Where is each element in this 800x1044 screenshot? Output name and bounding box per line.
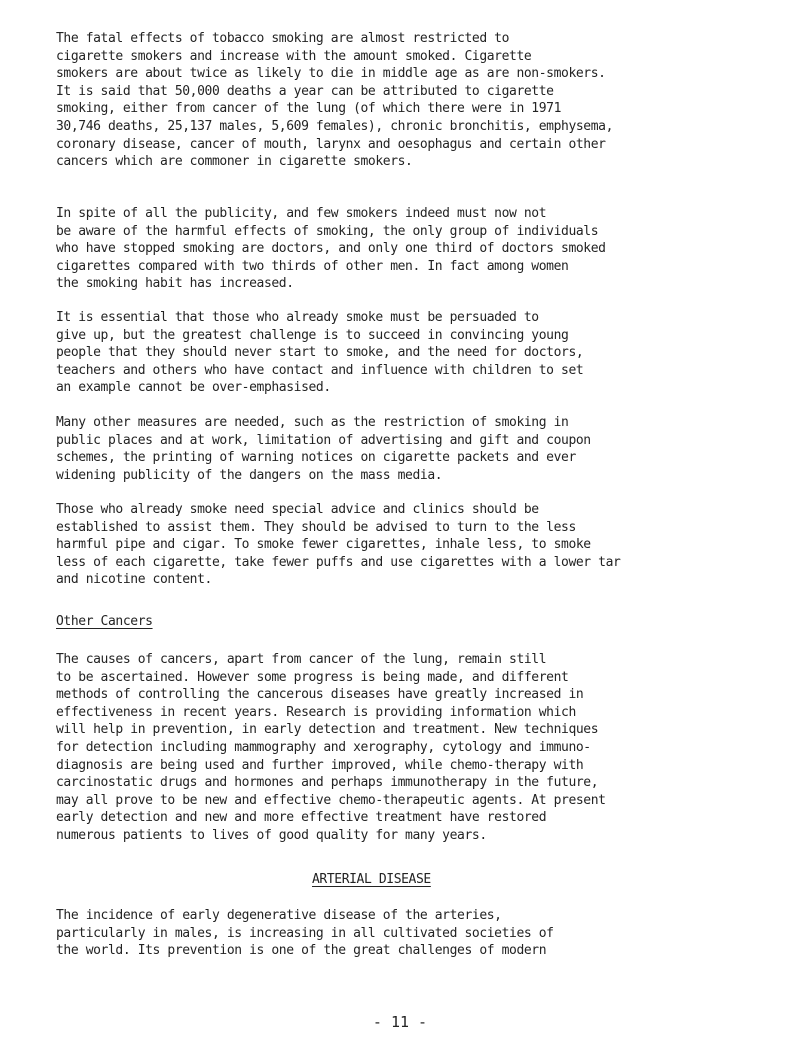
paragraph-advice: Those who already smoke need special advice and clinics should be established to assist them. They should be advised to turn to the less harmful pipe and cigar. To smoke fewer cigarettes, inhale less, to smoke less of each cigarette, take fewer puffs and use cigarettes with a lower tar and nicotine content.	[56, 502, 621, 588]
paragraph-publicity: In spite of all the publicity, and few smokers indeed must now not be aware of the harmful effects of smoking, the only group of individuals who have stopped smoking are doctors, and only one third of doctors smoked cigarettes compared with two thirds of other men. In fact among women the smoking habit has increased.	[56, 206, 606, 292]
paragraph-other-cancers: The causes of cancers, apart from cancer of the lung, remain still to be ascertained. However some progress is being made, and different methods of controlling the cancerous diseases have greatly increased in effectiveness in recent years. Research is providing information which will help in prevention, in early detection and treatment. New techniques for detection including mammography and xerography, cytology and immuno- diagnosis are being used and further improved, while chemo-therapy with carcinostatic drugs and hormones and perhaps immunotherapy in the future, may all prove to be new and effective chemo-therapeutic agents. At present early detection and new and more effective treatment have restored numerous patients to lives of good quality for many years.	[56, 652, 606, 843]
page-number: - 11 -	[372, 1013, 428, 1031]
paragraph-measures: Many other measures are needed, such as the restriction of smoking in public places and at work, limitation of advertising and gift and coupon schemes, the printing of warning notices on cigarette packets and ever widening publicity of the dangers on the mass media.	[56, 415, 591, 483]
paragraph-tobacco-deaths: The fatal effects of tobacco smoking are almost restricted to cigarette smokers and increase with the amount smoked. Cigarette smokers are about twice as likely to die in middle age as are non-smokers. It is said that 50,000 deaths a year can be attributed to cigarette smoking, either from cancer of the lung (of which there were in 1971 30,746 deaths, 25,137 males, 5,609 females), chronic bronchitis, emphysema, coronary disease, cancer of mouth, larynx and oesophagus and certain other cancers which are commoner in cigarette smokers.	[56, 31, 613, 170]
heading-other-cancers: Other Cancers	[56, 614, 153, 629]
paragraph-arterial-disease: The incidence of early degenerative disease of the arteries, particularly in males, is increasing in all cultivated societies of the world. Its prevention is one of the great challenges of modern	[56, 908, 554, 959]
heading-arterial-disease: ARTERIAL DISEASE	[312, 872, 431, 887]
paragraph-persuasion: It is essential that those who already smoke must be persuaded to give up, but the greatest challenge is to succeed in convincing young people that they should never start to smoke, and the need for doctors, teachers and others who have contact and influence with children to set an example cannot be over-emphasised.	[56, 310, 584, 396]
